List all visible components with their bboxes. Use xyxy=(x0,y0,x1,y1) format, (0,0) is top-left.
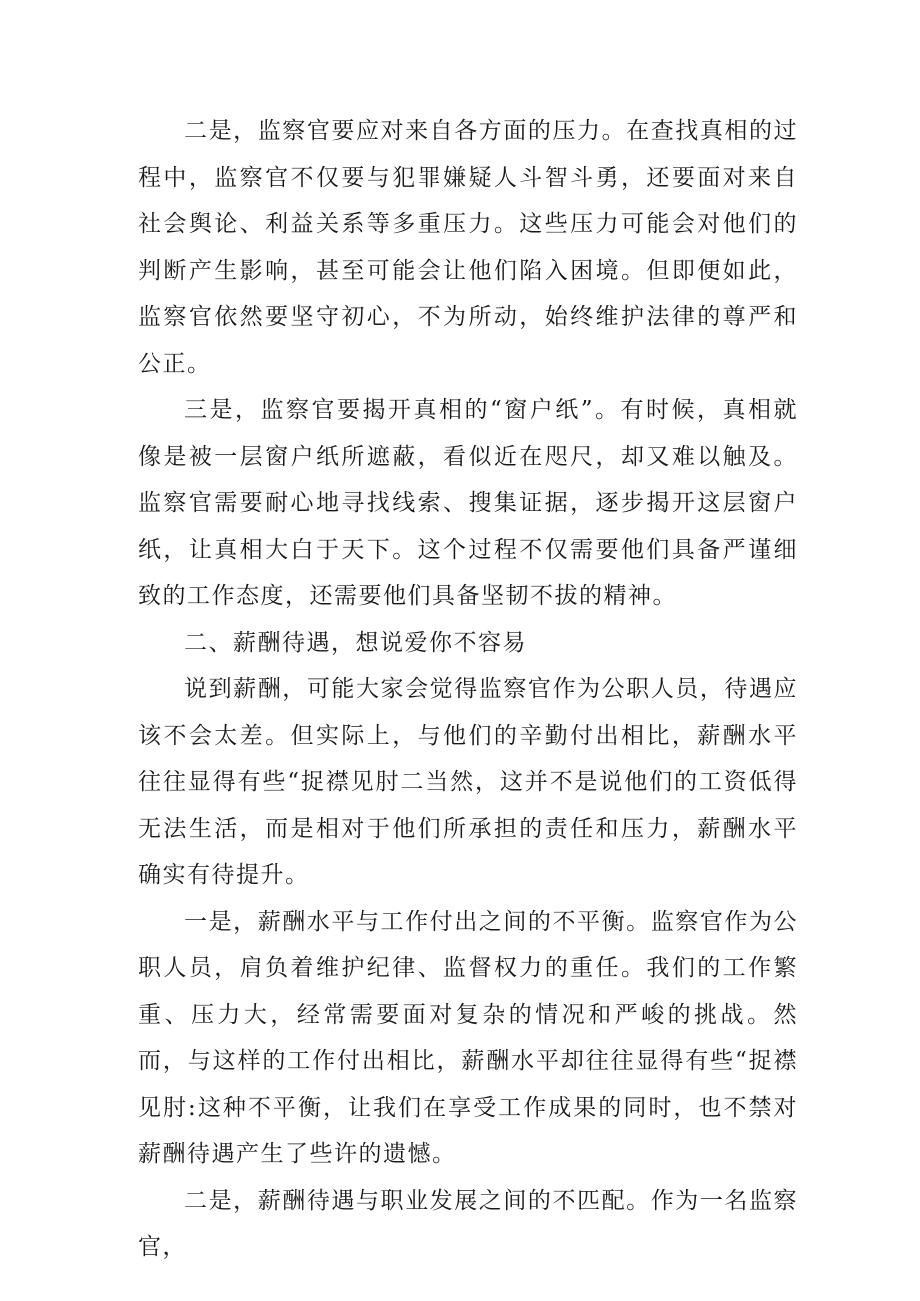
paragraph-salary-imbalance: 一是，薪酬水平与工作付出之间的不平衡。监察官作为公职人员，肩负着维护纪律、监督权力的重任。我们的工作繁重、压力大，经常需要面对复杂的情况和严峻的挑战。然而，与这样的工作付出相比，薪酬水平却往往显得有些“捉襟见肘:这种不平衡，让我们在享受工作成果的同时，也不禁对薪酬待遇产生了些许的遗憾。 xyxy=(138,908,798,1167)
paragraph-salary-career: 二是，薪酬待遇与职业发展之间的不匹配。作为一名监察官， xyxy=(138,1187,798,1260)
document-body xyxy=(138,108,798,1271)
paragraph-salary-intro: 说到薪酬，可能大家会觉得监察官作为公职人员，待遇应该不会太差。但实际上，与他们的辛勤付出相比，薪酬水平往往显得有些“捉襟见肘二当然，这并不是说他们的工资低得无法生活，而是相对于他们所承担的责任和压力，薪酬水平确实有待提升。 xyxy=(138,676,798,888)
section-heading-salary: 二、薪酬待遇，想说爱你不容易 xyxy=(184,629,527,656)
paragraph-window-paper: 三是，监察官要揭开真相的“窗户纸”。有时候，真相就像是被一层窗户纸所遮蔽，看似近在咫尺，却又难以触及。监察官需要耐心地寻找线索、搜集证据，逐步揭开这层窗户纸，让真相大白于天下。这个过程不仅需要他们具备严谨细致的工作态度，还需要他们具备坚韧不拔的精神。 xyxy=(138,397,798,609)
paragraph-pressure: 二是，监察官要应对来自各方面的压力。在查找真相的过程中，监察官不仅要与犯罪嫌疑人斗智斗勇，还要面对来自社会舆论、利益关系等多重压力。这些压力可能会对他们的判断产生影响，甚至可能会让他们陷入困境。但即便如此，监察官依然要坚守初心，不为所动，始终维护法律的尊严和公正。 xyxy=(138,118,798,377)
